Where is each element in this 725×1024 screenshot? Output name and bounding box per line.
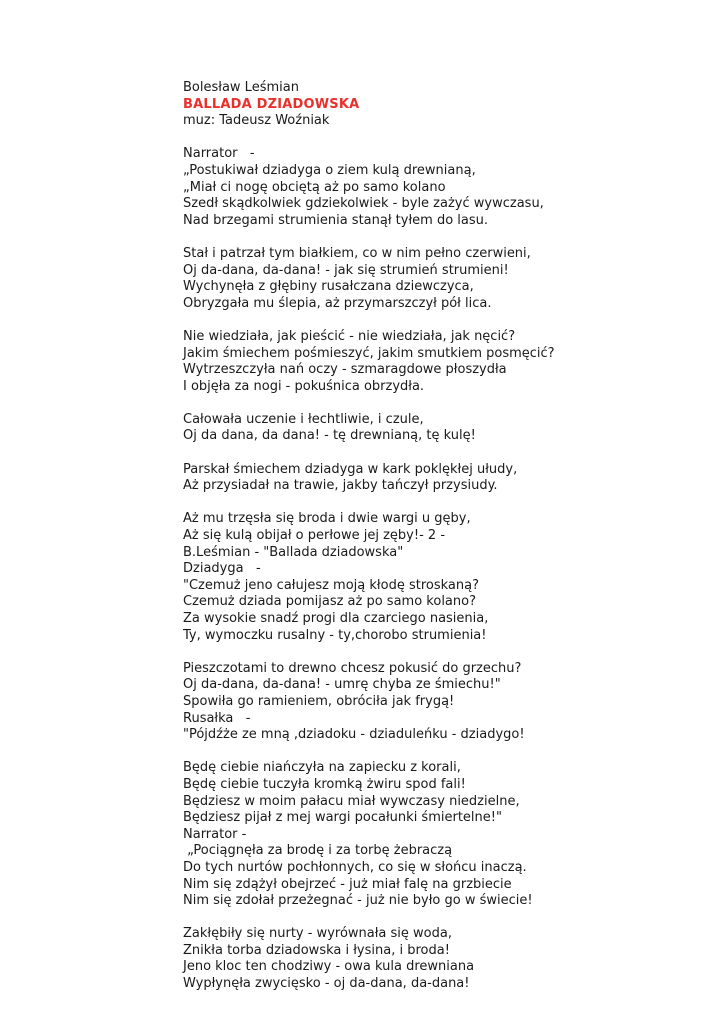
document-page	[183, 80, 703, 993]
poem-line: B.Leśmian - "Ballada dziadowska"	[183, 544, 404, 560]
poem-line: Czemuż dziada pomijasz aż po samo kolano?	[183, 594, 476, 610]
poem-line: Wychynęła z głębiny rusałczana dziewczyca,	[183, 279, 474, 295]
poem-line: Jeno kloc ten chodziwy - owa kula drewniana	[183, 959, 475, 975]
poem-line: Pieszczotami to drewno chcesz pokusić do grzechu?	[183, 660, 522, 676]
stanza	[183, 462, 703, 495]
poem-body	[183, 146, 703, 992]
stanza-gap	[183, 312, 703, 329]
stanza-gap	[183, 744, 703, 761]
poem-line: Nim się zdążył obejrzeć - już miał falę na grzbiecie	[183, 876, 512, 892]
poem-line: Narrator -	[183, 826, 247, 842]
stanza	[183, 760, 703, 909]
poem-line: Spowiła go ramieniem, obróciła jak frygą!	[183, 693, 455, 709]
stanza	[183, 926, 703, 992]
poem-line: "Pójdźże ze mną ,dziadoku - dziaduleńku - dziadygo!	[183, 727, 525, 743]
poem-line: Będziesz pijał z mej wargi pocałunki śmiertelne!"	[183, 810, 502, 826]
stanza-gap	[183, 445, 703, 462]
poem-line: Znikła torba dziadowska i łysina, i broda!	[183, 942, 450, 958]
poem-line: Stał i patrzał tym białkiem, co w nim pełno czerwieni,	[183, 245, 531, 261]
poem-line: Obryzgała mu ślepia, aż przymarszczył pół lica.	[183, 295, 492, 311]
poem-line: „Pociągnęła za brodę i za torbę żebraczą	[183, 843, 453, 859]
poem-line: „Postukiwał dziadyga o ziem kulą drewnianą,	[183, 162, 476, 178]
poem-line: Nie wiedziała, jak pieścić - nie wiedziała, jak nęcić?	[183, 328, 516, 344]
spacer	[183, 130, 703, 147]
poem-line: Nim się zdołał przeżegnać - już nie było go w świecie!	[183, 893, 533, 909]
stanza-gap	[183, 395, 703, 412]
poem-line: Do tych nurtów pochłonnych, co się w słońcu inaczą.	[183, 859, 527, 875]
poem-line: Aż przysiadał na trawie, jakby tańczył przysiudy.	[183, 478, 498, 494]
poem-line: Za wysokie snadź progi dla czarciego nasienia,	[183, 611, 489, 626]
stanza-gap	[183, 495, 703, 512]
poem-line: Będę ciebie niańczyła na zapiecku z korali,	[183, 760, 461, 776]
poem-line: Wypłynęła zwycięsko - oj da-dana, da-dana!	[183, 976, 470, 992]
poem-line: Ty, wymoczku rusalny - ty,chorobo strumienia!	[183, 627, 487, 643]
stanza	[183, 329, 703, 395]
poem-line: Aż się kulą obijał o perłowe jej zęby!- 2 -	[183, 528, 446, 544]
poem-line: Rusałka -	[183, 710, 251, 726]
poem-line: Będę ciebie tuczyła kromką żwiru spod fali!	[183, 776, 466, 792]
poem-line: Wytrzeszczyła nań oczy - szmaragdowe płoszydła	[183, 362, 507, 378]
poem-line: Oj da dana, da dana! - tę drewnianą, tę kulę!	[183, 428, 476, 444]
poem-line: Dziadyga -	[183, 561, 261, 577]
poem-line: Szedł skądkolwiek gdziekolwiek - byle zażyć wywczasu,	[183, 196, 544, 212]
poem-line: Narrator -	[183, 146, 255, 162]
poem-title: BALLADA DZIADOWSKA	[183, 96, 360, 112]
poem-line: Całowała uczenie i łechtliwie, i czule,	[183, 411, 424, 427]
poem-line: Zakłębiły się nurty - wyrównała się woda,	[183, 926, 452, 942]
poem-line: Oj da-dana, da-dana! - jak się strumień strumieni!	[183, 262, 509, 278]
poem-line: Jakim śmiechem pośmieszyć, jakim smutkiem posmęcić?	[183, 345, 555, 361]
poem-line: "Czemuż jeno całujesz moją kłodę stroskaną?	[183, 577, 479, 593]
stanza-gap	[183, 910, 703, 927]
poem-line: Parskał śmiechem dziadyga w kark poklękłej ułudy,	[183, 461, 518, 477]
poem-line: I objęła za nogi - pokuśnica obrzydła.	[183, 378, 425, 394]
poem-line: Będziesz w moim pałacu miał wywczasy niedzielne,	[183, 793, 520, 809]
author: Bolesław Leśmian	[183, 80, 299, 95]
music-credit: muz: Tadeusz Woźniak	[183, 113, 330, 129]
stanza-gap	[183, 644, 703, 661]
poem-line: Oj da-dana, da-dana! - umrę chyba ze śmiechu!"	[183, 677, 501, 693]
poem-line: Nad brzegami strumienia stanął tyłem do lasu.	[183, 212, 489, 228]
stanza	[183, 146, 703, 229]
poem-line: Aż mu trzęsła się broda i dwie wargi u gęby,	[183, 511, 471, 527]
stanza	[183, 246, 703, 312]
stanza-gap	[183, 229, 703, 246]
stanza	[183, 412, 703, 445]
stanza	[183, 661, 703, 744]
poem-line: „Miał ci nogę obciętą aż po samo kolano	[183, 179, 446, 195]
stanza	[183, 511, 703, 644]
